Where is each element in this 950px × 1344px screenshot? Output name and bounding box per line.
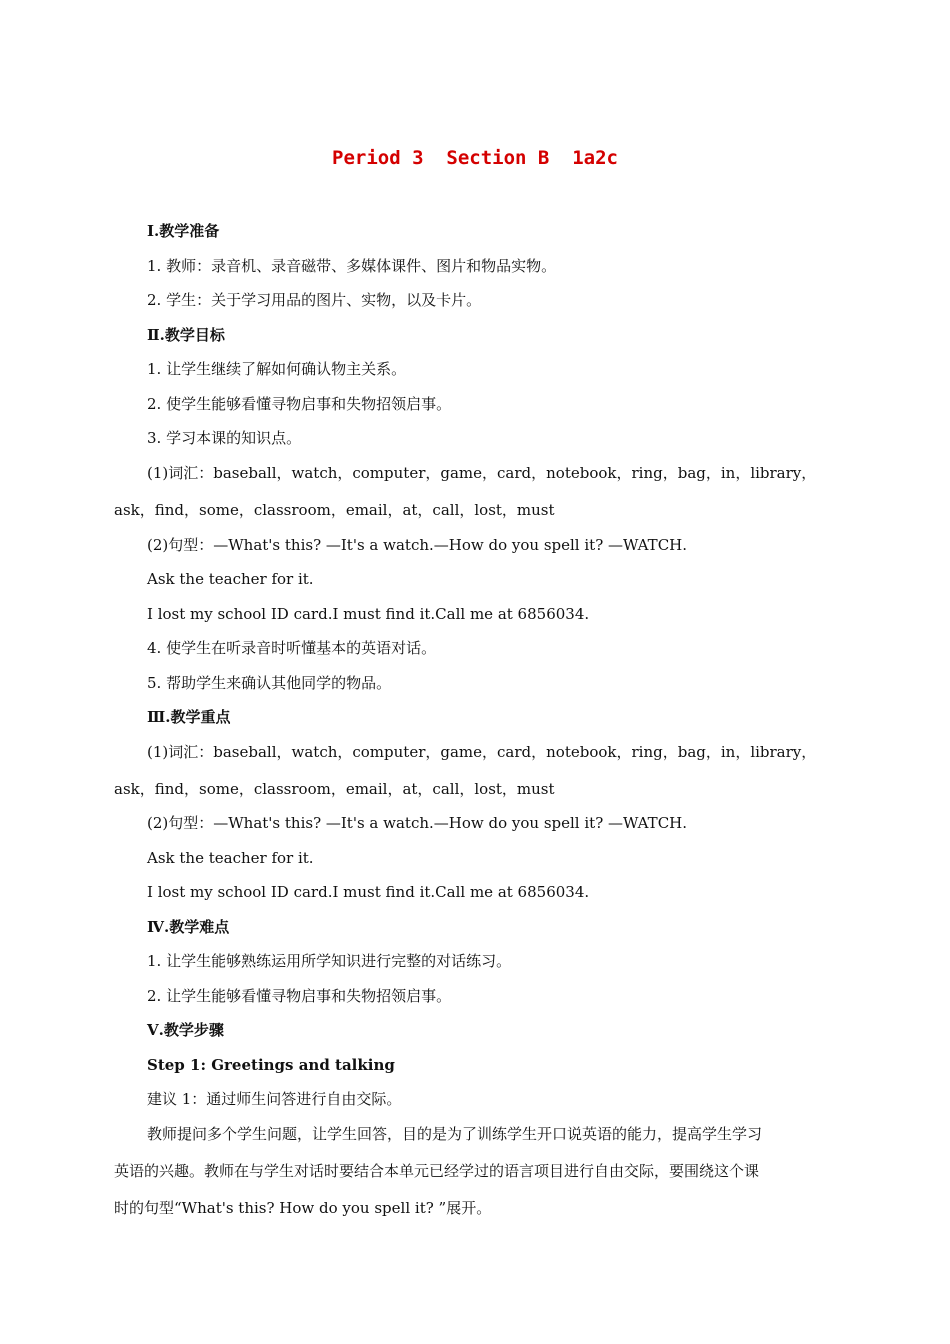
prep-item-2: 2. 学生：关于学习用品的图片、实物，以及卡片。 xyxy=(147,291,482,309)
section-heading-steps: Ⅴ.教学步骤 xyxy=(147,1021,224,1039)
key-pattern-line-3: I lost my school ID card.I must find it.Call me at 6856034. xyxy=(147,883,590,901)
section-heading-prep: Ⅰ.教学准备 xyxy=(147,222,220,240)
page-title: Period 3 Section B 1a2c xyxy=(332,147,618,169)
step-1-paragraph-line-3: 时的句型“What's this? How do you spell it? ”展开。 xyxy=(114,1199,492,1217)
key-vocab-line-1: (1)词汇：baseball，watch，computer，game，card，notebook，ring，bag，in，library， xyxy=(147,743,817,761)
section-heading-key-points: Ⅲ.教学重点 xyxy=(147,708,231,726)
key-vocab-line-2: ask，find，some，classroom，email，at，call，lost，must xyxy=(114,780,555,798)
key-pattern-line-1: (2)句型：—What's this? —It's a watch.—How do you spell it? —WATCH. xyxy=(147,814,688,832)
section-heading-goals: Ⅱ.教学目标 xyxy=(147,326,225,344)
step-1-suggestion: 建议 1：通过师生问答进行自由交际。 xyxy=(147,1090,402,1108)
step-1-paragraph-line-1: 教师提问多个学生问题，让学生回答，目的是为了训练学生开口说英语的能力，提高学生学习 xyxy=(147,1125,763,1143)
step-1-title: Step 1: Greetings and talking xyxy=(147,1056,395,1074)
goals-item-5: 5. 帮助学生来确认其他同学的物品。 xyxy=(147,674,392,692)
prep-item-1: 1. 教师：录音机、录音磁带、多媒体课件、图片和物品实物。 xyxy=(147,257,557,275)
goals-vocab-line-2: ask，find，some，classroom，email，at，call，lost，must xyxy=(114,501,555,519)
section-heading-difficulties: Ⅳ.教学难点 xyxy=(147,918,230,936)
key-pattern-line-2: Ask the teacher for it. xyxy=(147,849,314,867)
goals-vocab-line-1: (1)词汇：baseball，watch，computer，game，card，notebook，ring，bag，in，library， xyxy=(147,464,817,482)
difficulties-item-1: 1. 让学生能够熟练运用所学知识进行完整的对话练习。 xyxy=(147,952,512,970)
goals-item-3: 3. 学习本课的知识点。 xyxy=(147,429,302,447)
goals-item-1: 1. 让学生继续了解如何确认物主关系。 xyxy=(147,360,407,378)
goals-item-2: 2. 使学生能够看懂寻物启事和失物招领启事。 xyxy=(147,395,452,413)
difficulties-item-2: 2. 让学生能够看懂寻物启事和失物招领启事。 xyxy=(147,987,452,1005)
goals-pattern-line-1: (2)句型：—What's this? —It's a watch.—How do you spell it? —WATCH. xyxy=(147,536,688,554)
goals-item-4: 4. 使学生在听录音时听懂基本的英语对话。 xyxy=(147,639,437,657)
goals-pattern-line-3: I lost my school ID card.I must find it.Call me at 6856034. xyxy=(147,605,590,623)
step-1-paragraph-line-2: 英语的兴趣。教师在与学生对话时要结合本单元已经学过的语言项目进行自由交际，要围绕这个课 xyxy=(114,1162,760,1180)
goals-pattern-line-2: Ask the teacher for it. xyxy=(147,570,314,588)
